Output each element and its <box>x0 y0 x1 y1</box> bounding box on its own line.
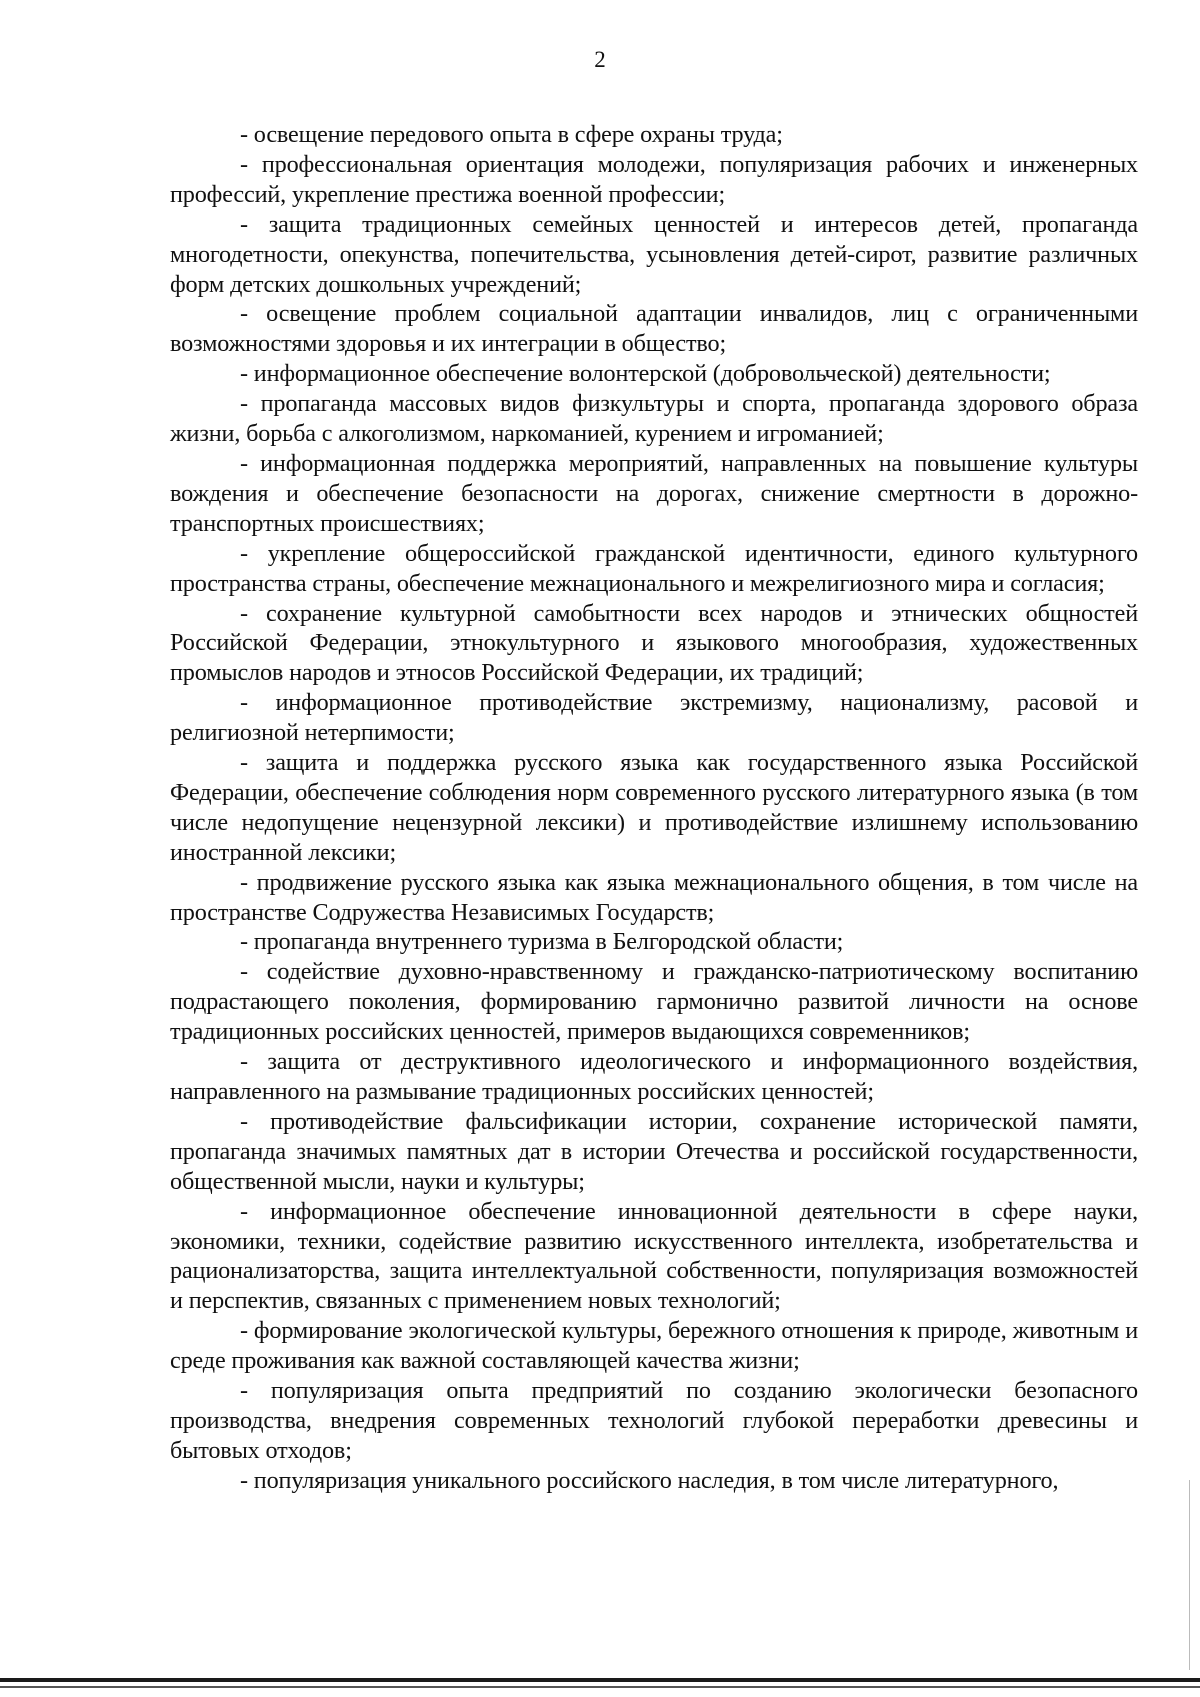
list-item: - информационное обеспечение волонтерской (добровольческой) деятельности; <box>240 360 1051 388</box>
list-item: - продвижение русского языка как языка межнационального общения, в том числе на пространстве Содружества Независимых Государств; <box>170 868 1138 926</box>
list-item: - освещение проблем социальной адаптации инвалидов, лиц с ограниченными возможностями здоровья и их интеграции в общество; <box>170 300 1138 358</box>
list-item: - защита и поддержка русского языка как государственного языка Российской Федерации, обеспечение соблюдения норм современного русского литературного языка (в том числе недопущение нецензурной лексики) и противодействие излишнему использованию иностранной лексики; <box>170 749 1138 866</box>
scan-bottom-border-secondary <box>0 1686 1200 1688</box>
list-item: - информационное противодействие экстремизму, национализму, расовой и религиозной нетерпимости; <box>170 689 1138 747</box>
list-item: - содействие духовно-нравственному и гражданско-патриотическому воспитанию подрастающего поколения, формированию гармонично развитой личности на основе традиционных российских ценностей, примеров выдающихся современников; <box>170 958 1138 1046</box>
list-item: - освещение передового опыта в сфере охраны труда; <box>240 121 783 148</box>
scan-edge-line <box>1189 1480 1190 1670</box>
list-item: - информационное обеспечение инновационной деятельности в сфере науки, экономики, техники, содействие развитию искусственного интеллекта, изобретательства и рационализаторства, защита интеллектуальной собственности, популяризация возможностей и перспектив, связанных с применением новых технологий; <box>170 1197 1138 1315</box>
list-item: - укрепление общероссийской гражданской идентичности, единого культурного пространства страны, обеспечение межнационального и межрелигиозного мира и согласия; <box>170 539 1138 597</box>
list-item: - пропаганда массовых видов физкультуры и спорта, пропаганда здорового образа жизни, борьба с алкоголизмом, наркоманией, курением и игроманией; <box>170 390 1138 448</box>
list-item: - защита традиционных семейных ценностей и интересов детей, пропаганда многодетности, опекунства, попечительства, усыновления детей-сирот, развитие различных форм детских дошкольных учреждений; <box>170 210 1138 298</box>
list-item: - пропаганда внутреннего туризма в Белгородской области; <box>240 928 844 956</box>
list-item: - профессиональная ориентация молодежи, популяризация рабочих и инженерных профессий, укрепление престижа военной профессии; <box>170 150 1138 208</box>
list-item: - защита от деструктивного идеологического и информационного воздействия, направленного на размывание традиционных российских ценностей; <box>170 1048 1138 1105</box>
scan-bottom-border <box>0 1678 1200 1682</box>
list-item: - противодействие фальсификации истории, сохранение исторической памяти, пропаганда значимых памятных дат в истории Отечества и российской государственности, общественной мысли, науки и культуры; <box>170 1107 1138 1195</box>
list-item: - популяризация опыта предприятий по созданию экологически безопасного производства, внедрения современных технологий глубокой переработки древесины и бытовых отходов; <box>170 1377 1138 1464</box>
document-body <box>170 120 1138 1496</box>
list-item: - информационная поддержка мероприятий, направленных на повышение культуры вождения и обеспечение безопасности на дорогах, снижение смертности в дорожно-транспортных происшествиях; <box>170 449 1138 537</box>
list-item: - популяризация уникального российского наследия, в том числе литературного, <box>240 1466 1059 1494</box>
list-item: - сохранение культурной самобытности всех народов и этнических общностей Российской Федерации, этнокультурного и языкового многообразия, художественных промыслов народов и этносов Российской Федерации, их традиций; <box>170 599 1138 687</box>
list-item: - формирование экологической культуры, бережного отношения к природе, животным и среде проживания как важной составляющей качества жизни; <box>170 1317 1138 1375</box>
page-number: 2 <box>594 47 606 72</box>
